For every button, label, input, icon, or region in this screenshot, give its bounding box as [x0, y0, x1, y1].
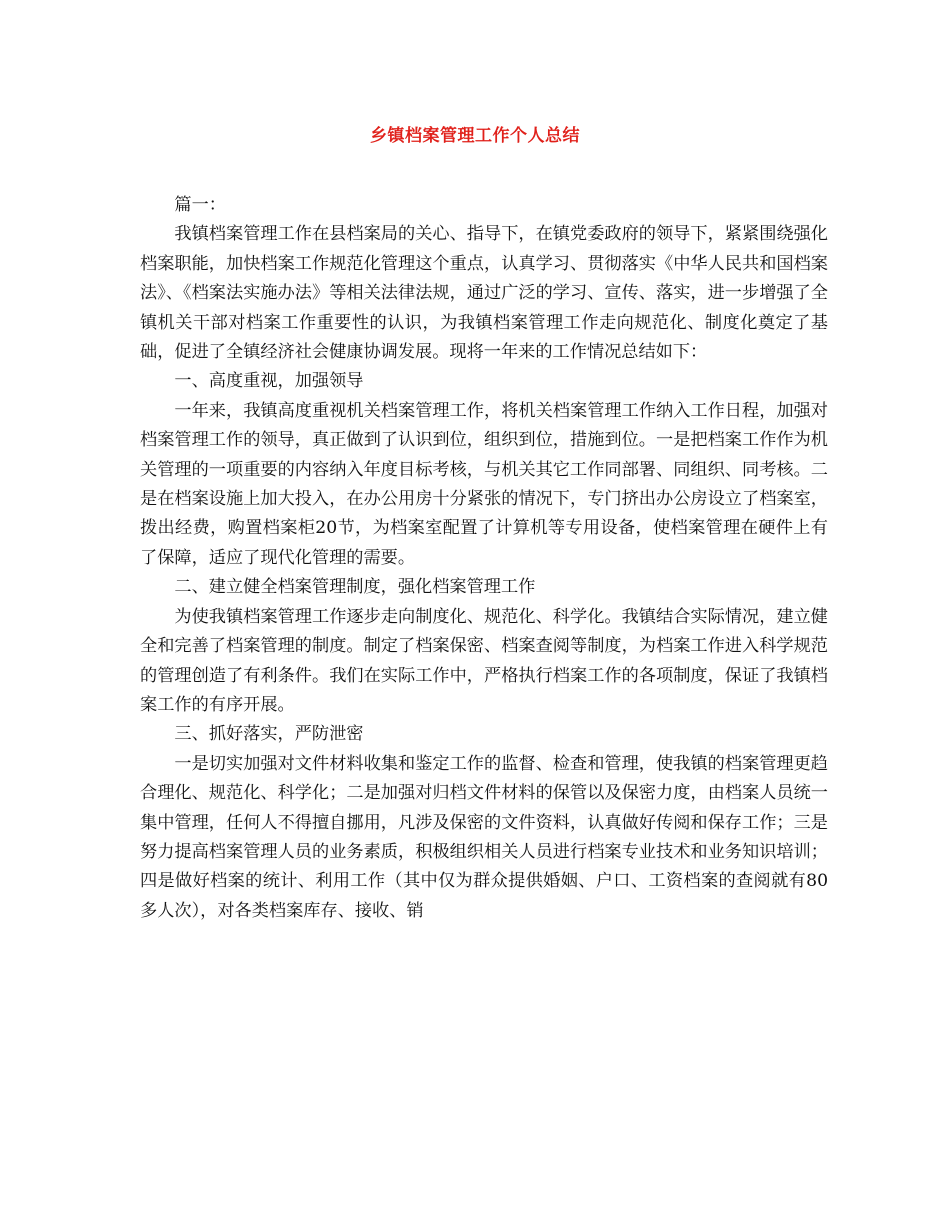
section-heading: 一、高度重视，加强领导: [174, 371, 364, 392]
document-body: [140, 191, 828, 926]
document-title: 乡镇档案管理工作个人总结: [370, 126, 580, 146]
body-paragraph: 一年来，我镇高度重视机关档案管理工作，将机关档案管理工作纳入工作日程，加强对档案管理工作的领导，真正做到了认识到位，组织到位，措施到位。一是把档案工作作为机关管理的一项重要的内容纳入年度目标考核，与机关其它工作同部署、同组织、同考核。二是在档案设施上加大投入，在办公用房十分紧张的情况下，专门挤出办公房设立了档案室，拨出经费，购置档案柜20节，为档案室配置了计算机等专用设备，使档案管理在硬件上有了保障，适应了现代化管理的需要。: [140, 400, 828, 568]
body-paragraph: 我镇档案管理工作在县档案局的关心、指导下，在镇党委政府的领导下，紧紧围绕强化档案职能，加快档案工作规范化管理这个重点，认真学习、贯彻落实《中华人民共和国档案法》、《档案法实施办法》等相关法律法规，通过广泛的学习、宣传、落实，进一步增强了全镇机关干部对档案工作重要性的认识，为我镇档案管理工作走向规范化、制度化奠定了基础，促进了全镇经济社会健康协调发展。现将一年来的工作情况总结如下：: [140, 224, 828, 363]
section-heading: 二、建立健全档案管理制度，强化档案管理工作: [174, 577, 536, 598]
section-label: 篇一：: [174, 195, 226, 215]
body-paragraph: 为使我镇档案管理工作逐步走向制度化、规范化、科学化。我镇结合实际情况，建立健全和完善了档案管理的制度。制定了档案保密、档案查阅等制度，为档案工作进入科学规范的管理创造了有利条件。我们在实际工作中，严格执行档案工作的各项制度，保证了我镇档案工作的有序开展。: [140, 606, 828, 715]
section-heading: 三、抓好落实，严防泄密: [174, 724, 364, 745]
body-paragraph: 一是切实加强对文件材料收集和鉴定工作的监督、检查和管理，使我镇的档案管理更趋合理化、规范化、科学化；二是加强对归档文件材料的保管以及保密力度，由档案人员统一集中管理，任何人不得擅自挪用，凡涉及保密的文件资料，认真做好传阅和保存工作；三是努力提高档案管理人员的业务素质，积极组织相关人员进行档案专业技术和业务知识培训；四是做好档案的统计、利用工作（其中仅为群众提供婚姻、户口、工资档案的查阅就有80多人次），对各类档案库存、接收、销: [140, 753, 828, 921]
